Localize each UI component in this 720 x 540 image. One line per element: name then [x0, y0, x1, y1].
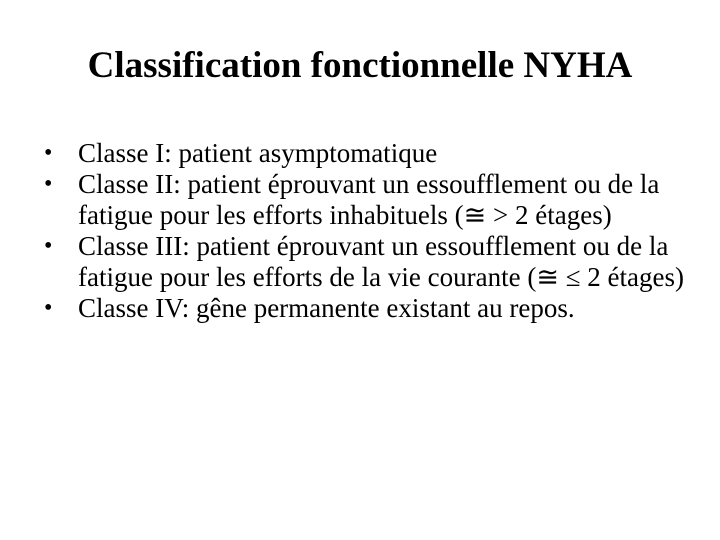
- bullet-text: Classe III: patient éprouvant un essoufflement ou de la fatigue pour les efforts de la vie courante (≅ ≤ 2 étages): [78, 231, 684, 292]
- bullet-icon: •: [44, 233, 53, 259]
- bullet-icon: •: [44, 140, 53, 166]
- slide-title: Classification fonctionnelle NYHA: [87, 45, 633, 86]
- bullet-item-class-4: [44, 293, 684, 324]
- bullet-icon: •: [44, 295, 53, 321]
- bullet-item-class-1: [44, 138, 684, 169]
- bullet-item-class-3: [44, 231, 684, 293]
- bullet-list: [44, 138, 684, 324]
- bullet-icon: •: [44, 171, 53, 197]
- bullet-text: Classe II: patient éprouvant un essoufflement ou de la fatigue pour les efforts inhabituels (≅ > 2 étages): [78, 169, 660, 230]
- bullet-item-class-2: [44, 169, 684, 231]
- bullet-text: Classe I: patient asymptomatique: [78, 138, 438, 168]
- bullet-text: Classe IV: gêne permanente existant au repos.: [78, 293, 575, 323]
